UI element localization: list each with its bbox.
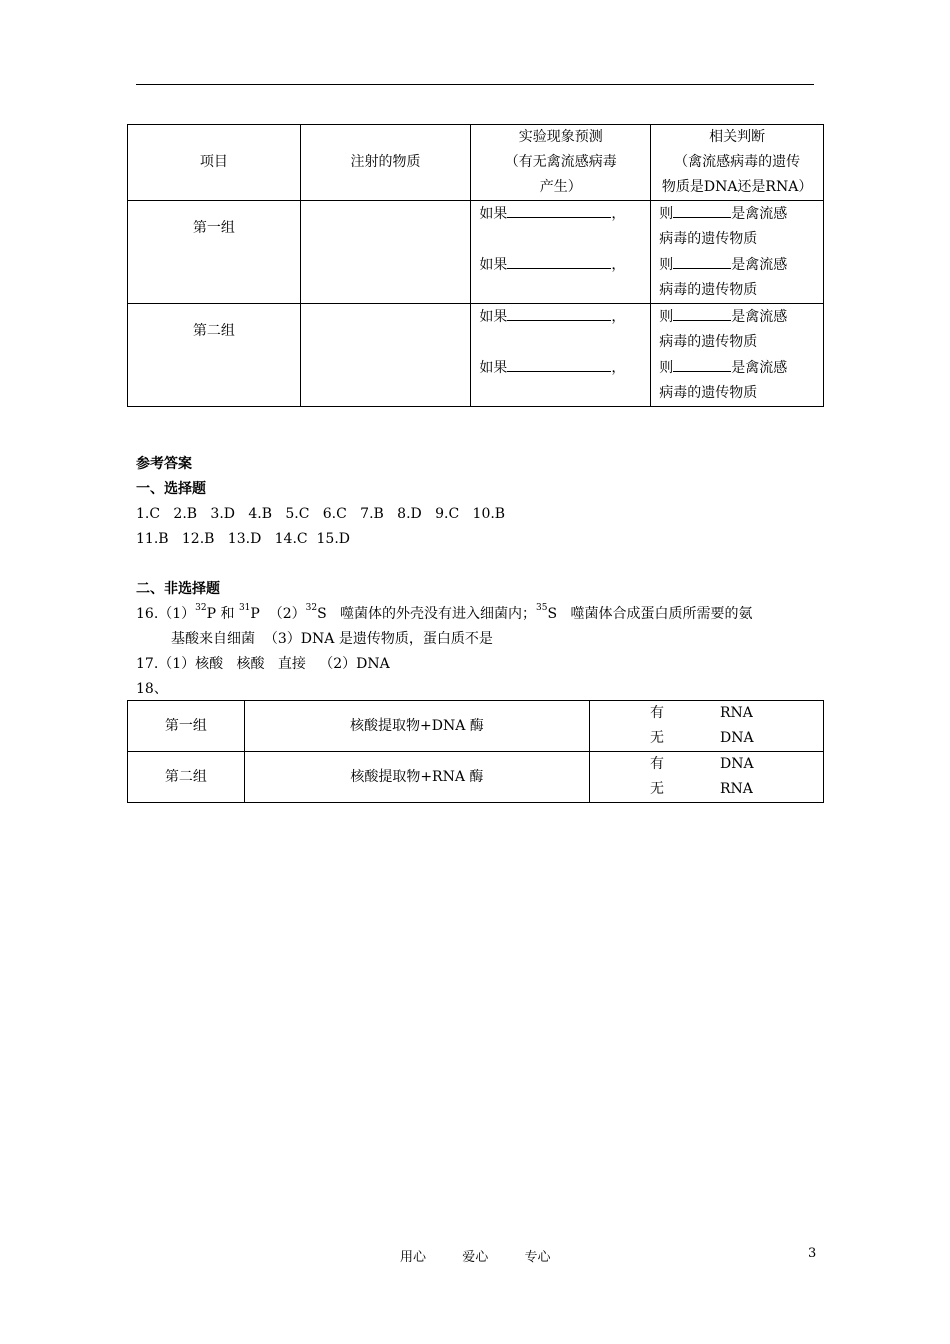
header-prediction: 实验现象预测 （有无禽流感病毒 产生） <box>471 125 651 201</box>
row-label: 第一组 <box>128 701 245 752</box>
answer-table <box>127 700 824 803</box>
answers-title: 参考答案 <box>136 456 192 472</box>
substance-cell: 核酸提取物+RNA 酶 <box>244 752 589 803</box>
q17-answer: 17.（1）核酸 核酸 直接 （2）DNA <box>136 656 390 672</box>
section-multiple-choice: 一、选择题 <box>136 481 206 497</box>
substance-cell <box>300 304 471 407</box>
prediction-cell: 如果 ， 如果 ， <box>471 201 651 304</box>
header-rule <box>136 84 814 85</box>
mc-answers-line1: 1.C 2.B 3.D 4.B 5.C 6.C 7.B 8.D 9.C 10.B <box>136 506 506 522</box>
result-cell: 有 DNA 无 RNA <box>590 752 824 803</box>
row-label: 第一组 <box>128 201 301 304</box>
q16-answer-line1: $16.(1)^{32}P$ 和 $^{31}$P $(2)^{32}S$ 噬菌体的外壳没有进入细菌内；$^{35}$S 噬菌体合成蛋白质所需要的氨 <box>136 603 753 622</box>
footer-text: 用心 爱心 专心 <box>400 1250 551 1265</box>
header-judgment: 相关判断 （禽流感病毒的遗传 物质是DNA还是RNA） <box>651 125 824 201</box>
q16-answer-line2: 基酸来自细菌 （3）DNA 是遗传物质，蛋白质不是 <box>171 631 493 647</box>
q18-label: 18、 <box>136 681 168 697</box>
judgment-cell: 则 是禽流感 病毒的遗传物质 则 是禽流感 病毒的遗传物质 <box>651 201 824 304</box>
header-item: 项目 <box>128 125 301 201</box>
substance-cell <box>300 201 471 304</box>
experiment-table <box>127 124 824 407</box>
result-cell: 有 RNA 无 DNA <box>590 701 824 752</box>
row-label: 第二组 <box>128 304 301 407</box>
page-number: 3 <box>808 1246 817 1261</box>
row-label: 第二组 <box>128 752 245 803</box>
header-substance: 注射的物质 <box>300 125 471 201</box>
section-non-choice: 二、非选择题 <box>136 581 220 597</box>
mc-answers-line2: 11.B 12.B 13.D 14.C 15.D <box>136 531 351 547</box>
substance-cell: 核酸提取物+DNA 酶 <box>244 701 589 752</box>
judgment-cell: 则 是禽流感 病毒的遗传物质 则 是禽流感 病毒的遗传物质 <box>651 304 824 407</box>
prediction-cell: 如果 ， 如果 ， <box>471 304 651 407</box>
